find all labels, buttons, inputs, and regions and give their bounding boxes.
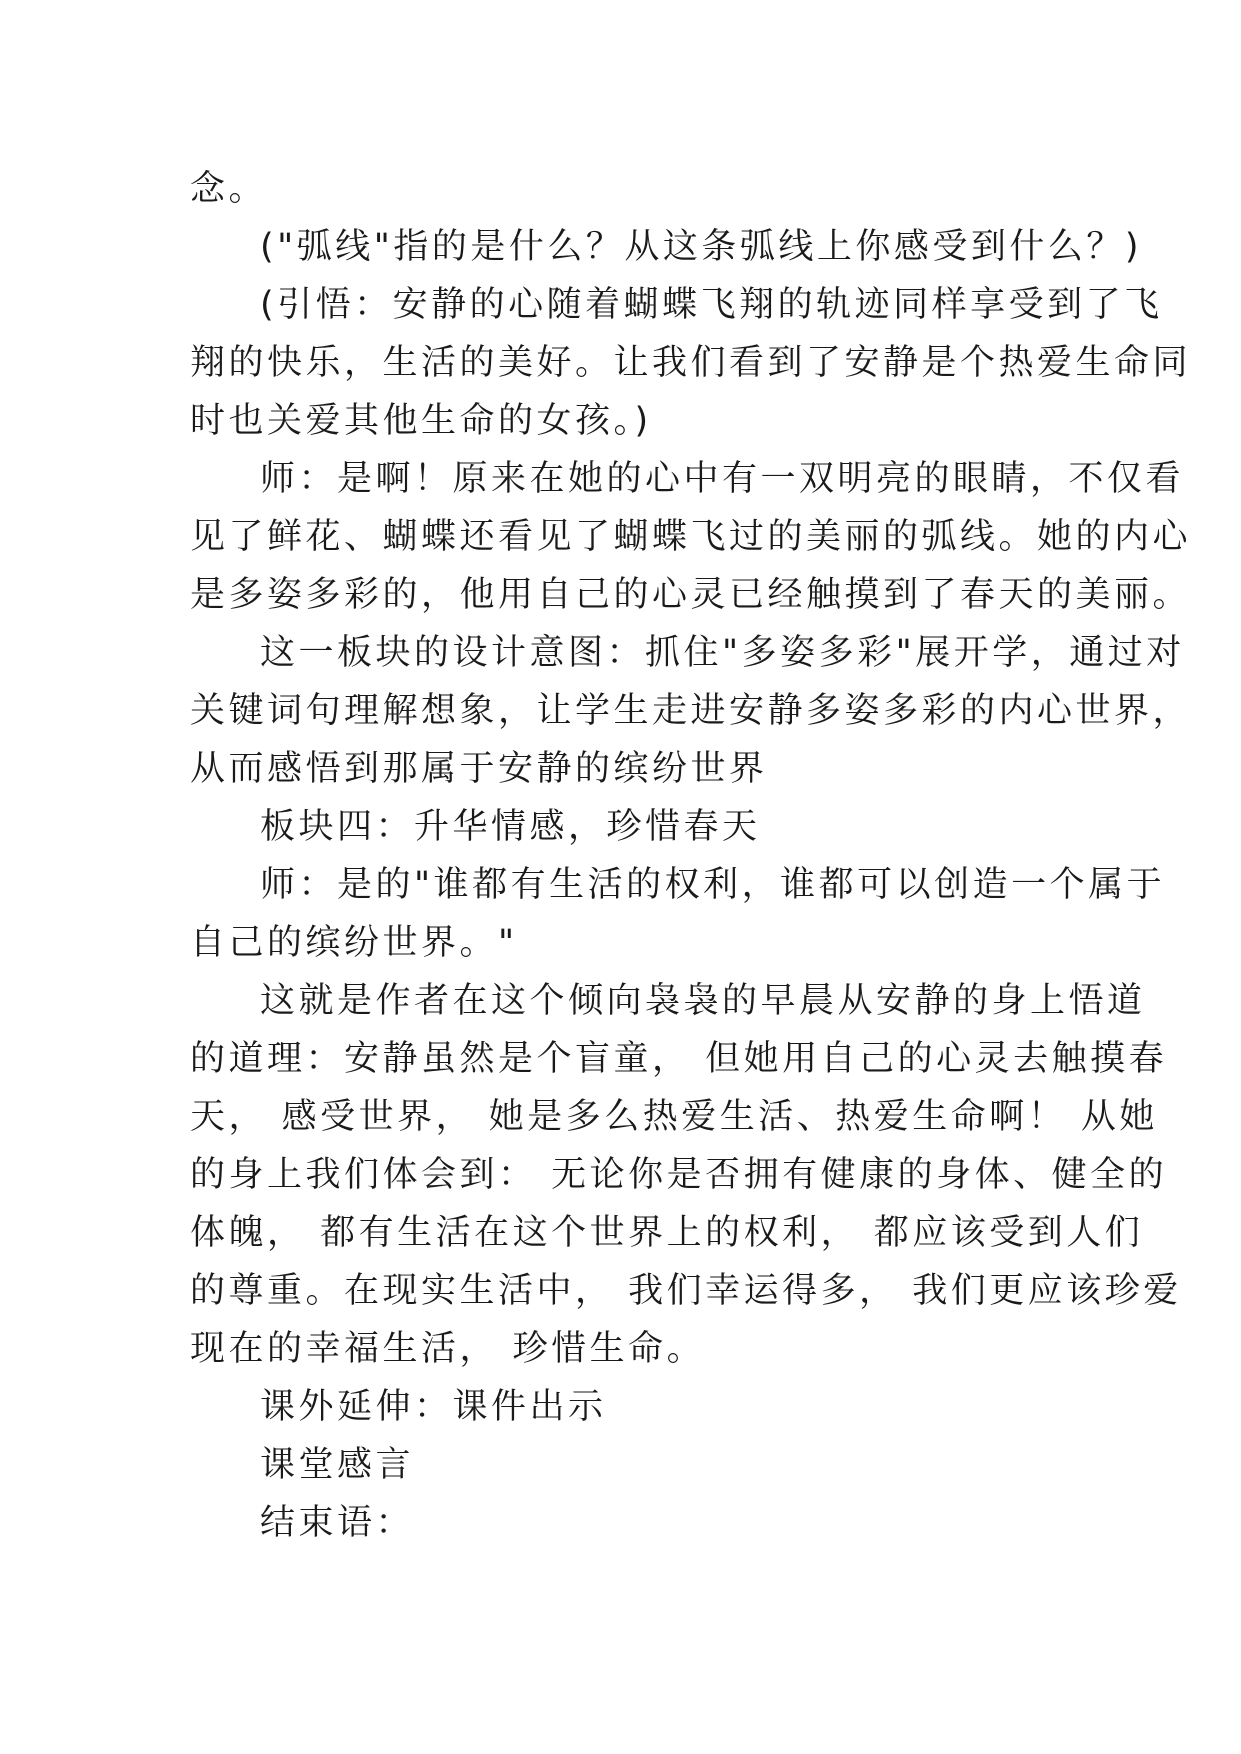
text-line: 师：是啊！原来在她的心中有一双明亮的眼睛，不仅看 [260, 459, 1185, 499]
text-line: ("弧线"指的是什么？从这条弧线上你感受到什么？) [260, 227, 1143, 267]
text-line: 是多姿多彩的，他用自己的心灵已经触摸到了春天的美丽。 [190, 575, 1192, 615]
text-line: 课堂感言 [260, 1445, 415, 1485]
text-line: 从而感悟到那属于安静的缤纷世界 [190, 749, 768, 789]
section-heading: 板块四：升华情感，珍惜春天 [260, 807, 761, 847]
text-line: 自己的缤纷世界。" [190, 923, 518, 963]
text-line: 师：是的"谁都有生活的权利，谁都可以创造一个属于 [260, 865, 1166, 905]
text-line: (引悟：安静的心随着蝴蝶飞翔的轨迹同样享受到了飞 [260, 285, 1163, 325]
text-line: 时也关爱其他生命的女孩。) [190, 401, 652, 441]
text-line: 翔的快乐，生活的美好。让我们看到了安静是个热爱生命同 [190, 343, 1192, 383]
text-line: 这就是作者在这个倾向袅袅的早晨从安静的身上悟道 [260, 981, 1146, 1021]
text-line: 的道理：安静虽然是个盲童， 但她用自己的心灵去触摸春 [190, 1039, 1168, 1079]
text-line: 天， 感受世界， 她是多么热爱生活、热爱生命啊！ 从她 [190, 1097, 1158, 1137]
text-line: 这一板块的设计意图：抓住"多姿多彩"展开学，通过对 [260, 633, 1185, 673]
text-line: 的身上我们体会到： 无论你是否拥有健康的身体、健全的 [190, 1155, 1168, 1195]
text-line: 现在的幸福生活， 珍惜生命。 [190, 1329, 706, 1369]
document-body [190, 160, 1192, 1552]
text-line: 见了鲜花、蝴蝶还看见了蝴蝶飞过的美丽的弧线。她的内心 [190, 517, 1192, 557]
text-line: 结束语： [260, 1503, 415, 1543]
text-line: 念。 [190, 169, 268, 209]
text-line: 体魄， 都有生活在这个世界上的权利， 都应该受到人们 [190, 1213, 1144, 1253]
text-line: 课外延伸：课件出示 [260, 1387, 607, 1427]
text-line: 的尊重。在现实生活中， 我们幸运得多， 我们更应该珍爱 [190, 1271, 1182, 1311]
text-line: 关键词句理解想象，让学生走进安静多姿多彩的内心世界， [190, 691, 1192, 731]
